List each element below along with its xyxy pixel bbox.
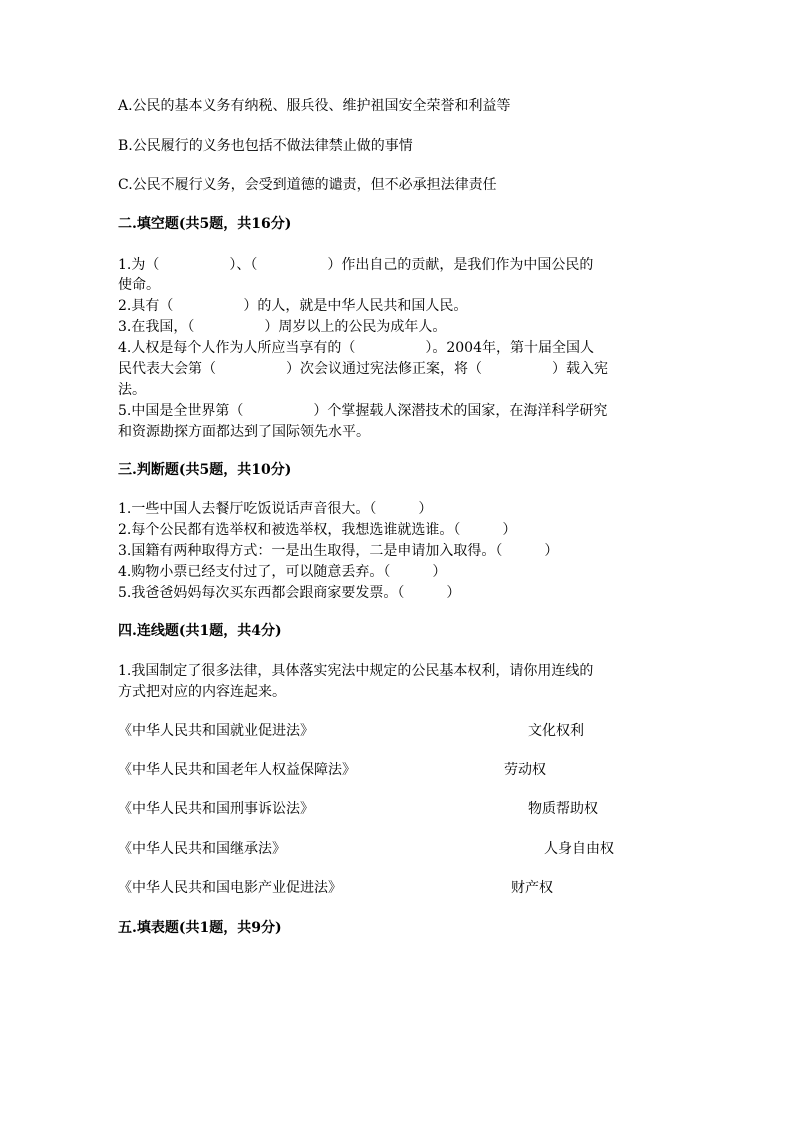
section-heading-fill-blank: 二.填空题(共5题，共16分) [118,216,292,232]
matching-law-5: 《中华人民共和国电影产业促进法》 [118,880,342,896]
fill-blank-q4-line3: 法。 [118,382,146,398]
option-c: C.公民不履行义务，会受到道德的谴责，但不必承担法律责任 [118,177,497,193]
fill-blank-q5-line2: 和资源勘探方面都达到了国际领先水平。 [118,424,370,440]
matching-intro-line1: 1.我国制定了很多法律，具体落实宪法中规定的公民基本权利，请你用连线的 [118,663,594,679]
section-heading-matching: 四.连线题(共1题，共4分) [118,623,282,639]
matching-right-1: 文化权利 [528,723,584,739]
true-false-q2: 2.每个公民都有选举权和被选举权，我想选谁就选谁。（ ） [118,522,517,538]
fill-blank-q3: 3.在我国，（ ）周岁以上的公民为成年人。 [118,319,447,335]
matching-right-4: 人身自由权 [544,841,614,857]
matching-law-4: 《中华人民共和国继承法》 [118,841,286,857]
option-a: A.公民的基本义务有纳税、服兵役、维护祖国安全荣誉和利益等 [118,98,511,114]
matching-law-1: 《中华人民共和国就业促进法》 [118,723,314,739]
true-false-q5: 5.我爸爸妈妈每次买东西都会跟商家要发票。（ ） [118,585,461,601]
section-heading-fill-table: 五.填表题(共1题，共9分) [118,920,282,936]
fill-blank-q4-line1: 4.人权是每个人作为人所应当享有的（ ）。2004年，第十届全国人 [118,340,594,356]
true-false-q3: 3.国籍有两种取得方式：一是出生取得，二是申请加入取得。（ ） [118,543,559,559]
matching-intro-line2: 方式把对应的内容连起来。 [118,684,286,700]
section-heading-true-false: 三.判断题(共5题，共10分) [118,462,292,478]
option-b: B.公民履行的义务也包括不做法律禁止做的事情 [118,138,413,154]
matching-right-2: 劳动权 [504,762,546,778]
matching-right-3: 物质帮助权 [528,801,598,817]
matching-law-3: 《中华人民共和国刑事诉讼法》 [118,801,314,817]
fill-blank-q2: 2.具有（ ）的人，就是中华人民共和国人民。 [118,298,468,314]
matching-right-5: 财产权 [511,880,553,896]
fill-blank-q5-line1: 5.中国是全世界第（ ）个掌握载人深潜技术的国家，在海洋科学研究 [118,403,608,419]
fill-blank-q1-line1: 1.为（ ）、（ ）作出自己的贡献，是我们作为中国公民的 [118,257,594,273]
true-false-q4: 4.购物小票已经支付过了，可以随意丢弃。（ ） [118,564,447,580]
fill-blank-q1-line2: 使命。 [118,277,160,293]
matching-law-2: 《中华人民共和国老年人权益保障法》 [118,762,356,778]
true-false-q1: 1.一些中国人去餐厅吃饭说话声音很大。（ ） [118,501,433,517]
fill-blank-q4-line2: 民代表大会第（ ）次会议通过宪法修正案，将（ ）载入宪 [118,361,608,377]
